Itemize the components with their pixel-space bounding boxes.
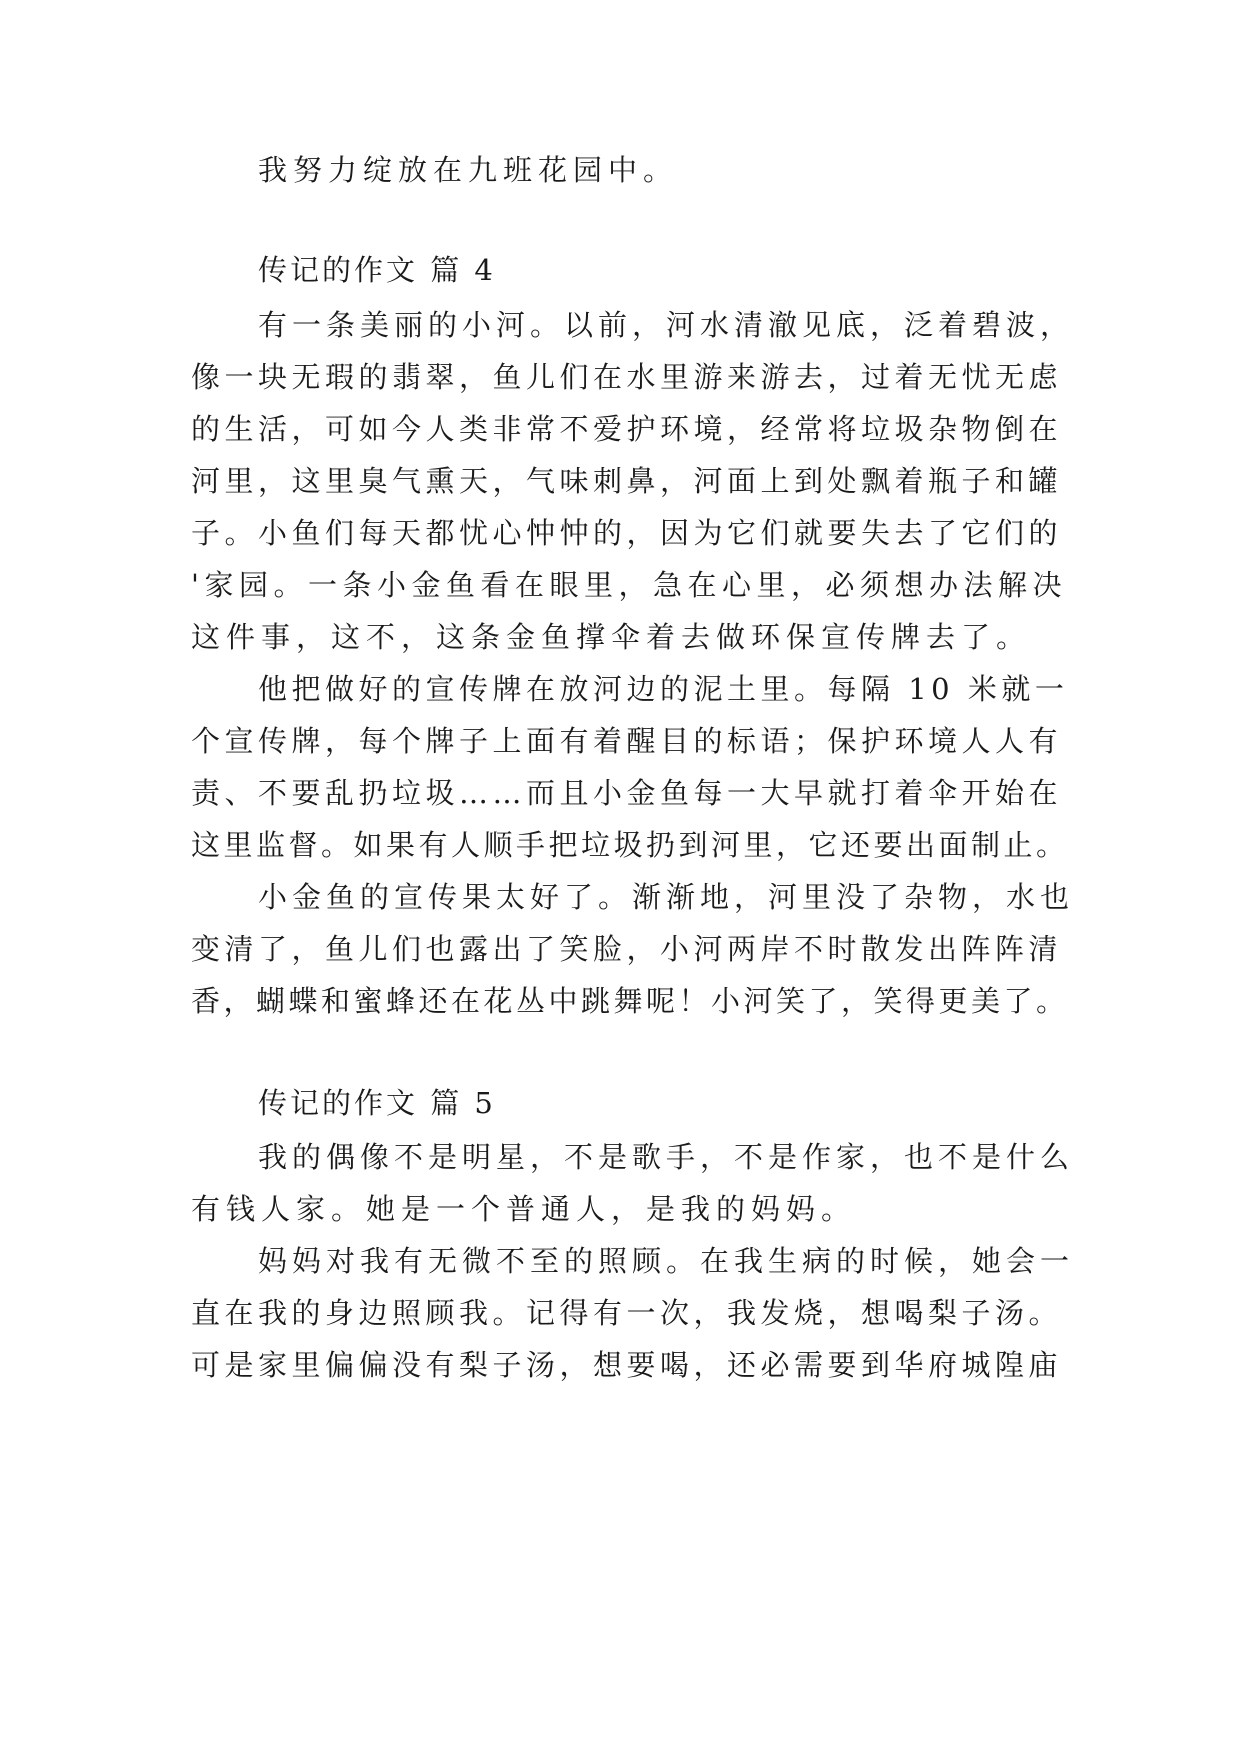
- body-line: 有钱人家。她是一个普通人，是我的妈妈。: [191, 1192, 857, 1226]
- body-line: 我的偶像不是明星，不是歌手，不是作家，也不是什么: [258, 1140, 1075, 1174]
- body-line: 有一条美丽的小河。以前，河水清澈见底，泛着碧波，: [258, 308, 1075, 342]
- body-line: 直在我的身边照顾我。记得有一次，我发烧，想喝梨子汤。: [191, 1296, 1063, 1330]
- body-line: 子。小鱼们每天都忧心忡忡的，因为它们就要失去了它们的: [191, 516, 1063, 550]
- body-line: 这件事，这不，这条金鱼撑伞着去做环保宣传牌去了。: [191, 620, 1032, 654]
- body-line: 变清了，鱼儿们也露出了笑脸，小河两岸不时散发出阵阵清: [191, 932, 1063, 966]
- body-line: '家园。一条小金鱼看在眼里，急在心里，必须想办法解决: [191, 568, 1067, 602]
- body-line: 这里监督。如果有人顺手把垃圾扔到河里，它还要出面制止。: [191, 828, 1069, 862]
- body-line: 像一块无瑕的翡翠，鱼儿们在水里游来游去，过着无忧无虑: [191, 360, 1063, 394]
- body-line: 的生活，可如今人类非常不爱护环境，经常将垃圾杂物倒在: [191, 412, 1063, 446]
- body-line: 他把做好的宣传牌在放河边的泥土里。每隔 10 米就一: [258, 672, 1069, 706]
- body-line: 个宣传牌，每个牌子上面有着醒目的标语；保护环境人人有: [191, 724, 1063, 758]
- body-line: 妈妈对我有无微不至的照顾。在我生病的时候，她会一: [258, 1244, 1075, 1278]
- section-4-heading: 传记的作文 篇 4: [258, 253, 496, 287]
- continuation-line: 我努力绽放在九班花园中。: [258, 153, 679, 187]
- body-line: 香，蝴蝶和蜜蜂还在花丛中跳舞呢！小河笑了，笑得更美了。: [191, 984, 1069, 1018]
- body-line: 可是家里偏偏没有梨子汤，想要喝，还必需要到华府城隍庙: [191, 1348, 1063, 1382]
- section-5-heading: 传记的作文 篇 5: [258, 1086, 496, 1120]
- body-line: 责、不要乱扔垃圾……而且小金鱼每一大早就打着伞开始在: [191, 776, 1063, 810]
- body-line: 小金鱼的宣传果太好了。渐渐地，河里没了杂物，水也: [258, 880, 1075, 914]
- body-line: 河里，这里臭气熏天，气味刺鼻，河面上到处飘着瓶子和罐: [191, 464, 1063, 498]
